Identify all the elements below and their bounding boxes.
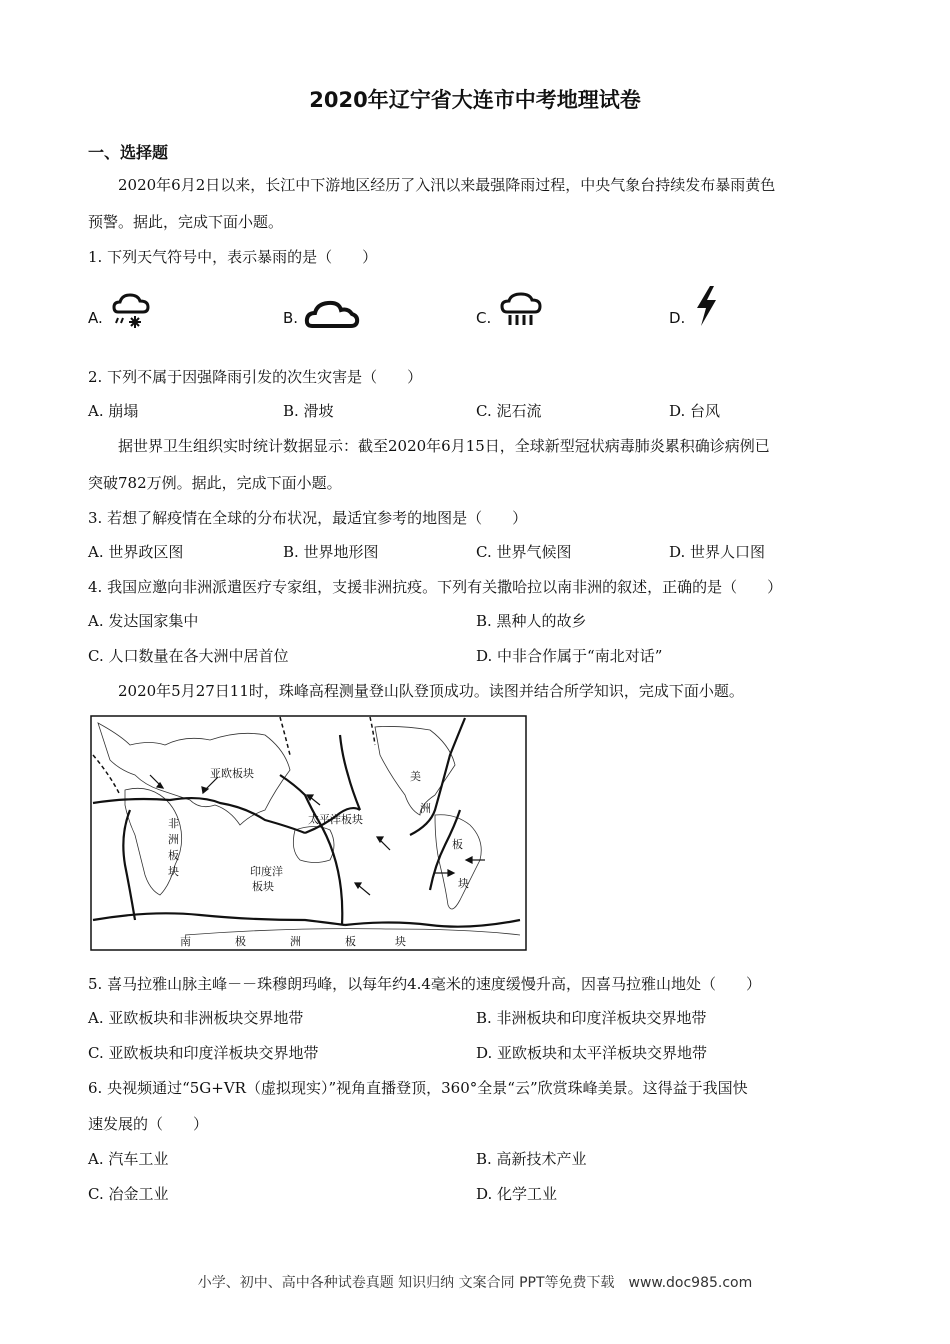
q1-option-c[interactable]: [476, 309, 491, 327]
q1-option-a-label: A.: [88, 309, 103, 327]
map-label-antarctic-4: 板: [345, 935, 356, 948]
q5-stem: 5. 喜马拉雅山脉主峰－－珠穆朗玛峰，以每年约4.4毫米的速度缓慢升高，因喜马拉雅山地处（ ）: [88, 975, 761, 993]
rain-snow-icon: [108, 292, 156, 332]
q2-option-a[interactable]: A. 崩塌: [88, 402, 139, 420]
map-label-antarctic-5: 块: [395, 935, 406, 948]
map-label-pacific: 太平洋板块: [308, 813, 363, 826]
passage3: 2020年5月27日11时，珠峰高程测量登山队登顶成功。读图并结合所学知识，完成下面小题。: [118, 682, 744, 700]
q1-option-d-label: D.: [669, 309, 686, 327]
q5-option-d[interactable]: D. 亚欧板块和太平洋板块交界地带: [476, 1044, 708, 1062]
section-heading: 一、选择题: [88, 143, 169, 162]
map-label-america-4: 块: [458, 877, 469, 890]
q2-option-b[interactable]: B. 滑坡: [283, 402, 334, 420]
q6-stem-line1: 6. 央视频通过“5G+VR（虚拟现实）”视角直播登顶，360°全景“云”欣赏珠峰美景。这得益于我国快: [88, 1079, 748, 1097]
passage1-line2: 预警。据此，完成下面小题。: [88, 213, 284, 231]
map-label-africa-4: 块: [168, 865, 179, 878]
map-label-eurasia: 亚欧板块: [210, 767, 254, 780]
plate-map: [90, 715, 527, 951]
map-label-africa-3: 板: [168, 849, 179, 862]
q1-option-a[interactable]: [88, 309, 103, 327]
q6-option-c[interactable]: C. 冶金工业: [88, 1185, 169, 1203]
q3-option-a[interactable]: A. 世界政区图: [88, 543, 184, 561]
q4-option-a[interactable]: A. 发达国家集中: [88, 612, 199, 630]
passage1-line1: 2020年6月2日以来，长江中下游地区经历了入汛以来最强降雨过程，中央气象台持续发布暴雨黄色: [118, 176, 776, 194]
map-label-america-1: 美: [410, 770, 421, 783]
q1-option-b[interactable]: [283, 309, 298, 327]
map-label-antarctic-2: 极: [235, 935, 246, 948]
cloud-icon: [304, 298, 360, 330]
map-label-america-3: 板: [452, 838, 463, 851]
q4-stem: 4. 我国应邀向非洲派遣医疗专家组，支援非洲抗疫。下列有关撒哈拉以南非洲的叙述，正确的是（ ）: [88, 578, 783, 596]
passage2-line2: 突破782万例。据此，完成下面小题。: [88, 474, 342, 492]
map-label-africa-2: 洲: [168, 833, 179, 846]
q4-option-d[interactable]: D. 中非合作属于“南北对话”: [476, 647, 663, 665]
map-label-indian-1: 印度洋: [250, 865, 283, 878]
q6-option-d[interactable]: D. 化学工业: [476, 1185, 558, 1203]
q3-option-d[interactable]: D. 世界人口图: [669, 543, 766, 561]
page-title: 2020年辽宁省大连市中考地理试卷: [309, 88, 641, 112]
q2-option-c[interactable]: C. 泥石流: [476, 402, 542, 420]
q1-option-c-label: C.: [476, 309, 492, 327]
q3-stem: 3. 若想了解疫情在全球的分布状况，最适宜参考的地图是（ ）: [88, 509, 528, 527]
q1-stem: 1. 下列天气符号中，表示暴雨的是（ ）: [88, 248, 378, 266]
q2-option-d[interactable]: D. 台风: [669, 402, 721, 420]
q3-option-c[interactable]: C. 世界气候图: [476, 543, 572, 561]
map-label-antarctic-1: 南: [180, 935, 191, 948]
map-label-africa-1: 非: [168, 817, 179, 830]
lightning-icon: [692, 284, 722, 328]
q3-option-b[interactable]: B. 世界地形图: [283, 543, 379, 561]
q5-option-c[interactable]: C. 亚欧板块和印度洋板块交界地带: [88, 1044, 319, 1062]
q6-option-a[interactable]: A. 汽车工业: [88, 1150, 169, 1168]
map-label-america-2: 洲: [420, 802, 431, 815]
q4-option-c[interactable]: C. 人口数量在各大洲中居首位: [88, 647, 289, 665]
q2-stem: 2. 下列不属于因强降雨引发的次生灾害是（ ）: [88, 368, 423, 386]
map-label-indian-2: 板块: [252, 880, 274, 893]
footer-note: 小学、初中、高中各种试卷真题 知识归纳 文案合同 PPT等免费下载 www.doc985.com: [197, 1275, 753, 1291]
q6-option-b[interactable]: B. 高新技术产业: [476, 1150, 587, 1168]
q5-option-b[interactable]: B. 非洲板块和印度洋板块交界地带: [476, 1009, 707, 1027]
q1-option-b-label: B.: [283, 309, 299, 327]
q4-option-b[interactable]: B. 黑种人的故乡: [476, 612, 587, 630]
q1-option-d[interactable]: [669, 309, 685, 327]
map-label-antarctic-3: 洲: [290, 935, 301, 948]
passage2-line1: 据世界卫生组织实时统计数据显示：截至2020年6月15日，全球新型冠状病毒肺炎累积确诊病例已: [118, 437, 770, 455]
heavy-rain-icon: [498, 291, 546, 331]
q6-stem-line2: 速发展的（ ）: [88, 1115, 209, 1133]
q5-option-a[interactable]: A. 亚欧板块和非洲板块交界地带: [88, 1009, 304, 1027]
